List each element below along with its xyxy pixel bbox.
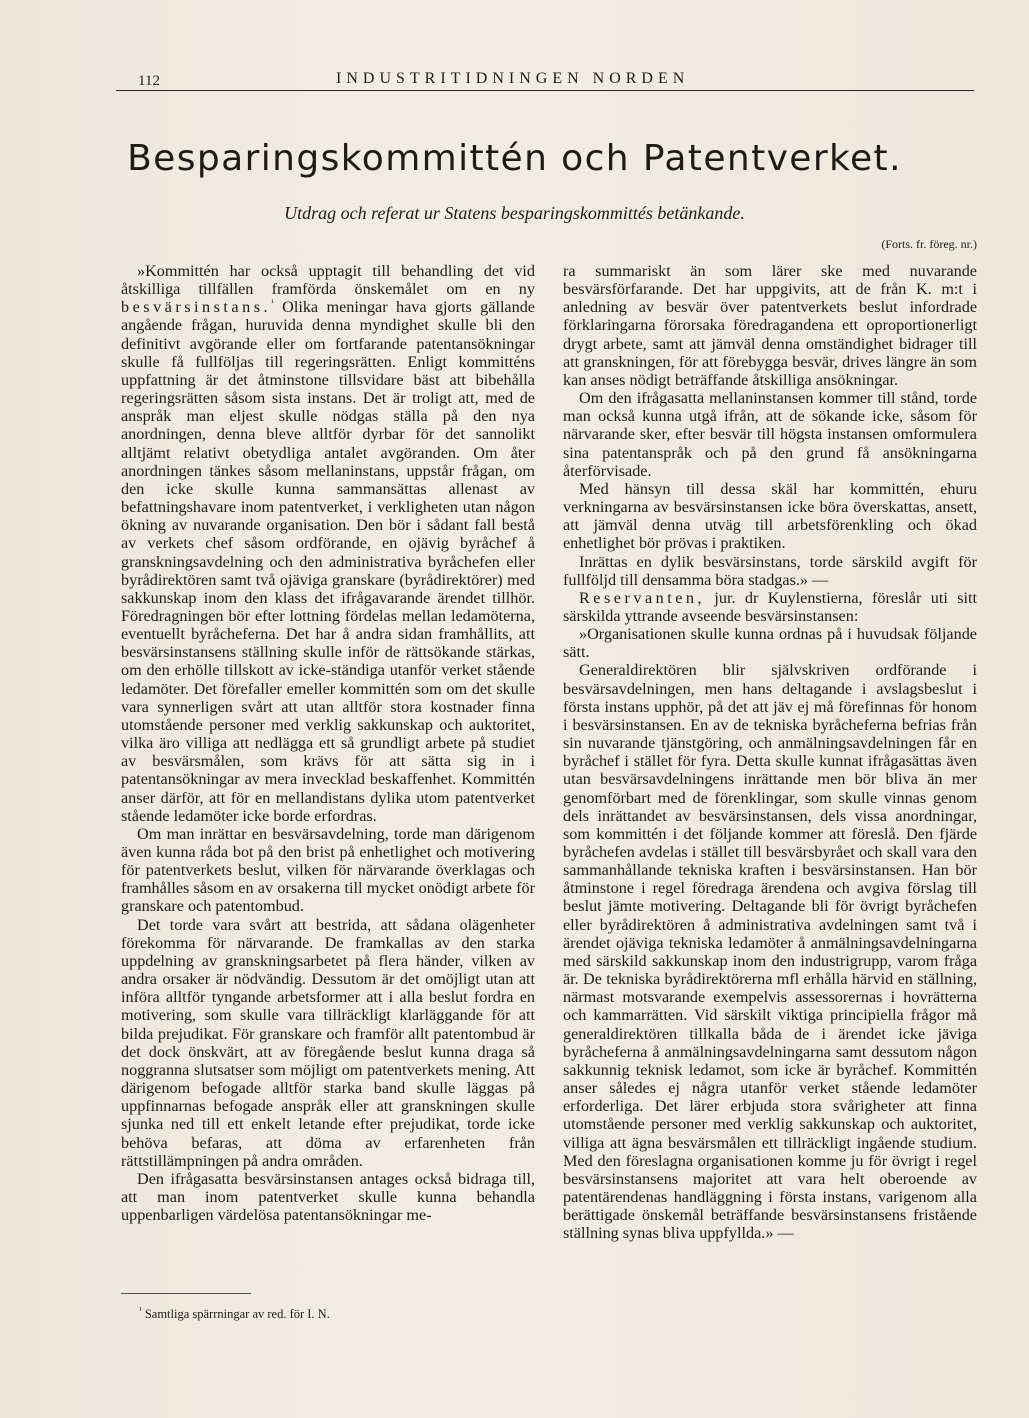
footnote-divider (121, 1293, 251, 1294)
footnote (139, 1304, 330, 1322)
paragraph: »Organisationen skulle kunna ordnas på i huvudsak följande sätt. (563, 625, 977, 662)
journal-name: INDUSTRITIDNINGEN NORDEN (336, 70, 690, 87)
paragraph-text: »Kommittén har också upptagit till behandling det vid åtskilliga tillfällen framförda önskemålet om en ny (121, 262, 535, 299)
footnote-text: Samtliga spärrningar av red. för I. N. (144, 1307, 330, 1321)
emphasized-term: besvärsinstans. (121, 298, 272, 317)
emphasized-term: Reservanten, (579, 588, 706, 607)
right-column (563, 262, 977, 1242)
paragraph (563, 589, 977, 625)
footnote-ref: ¹ (271, 297, 274, 308)
paragraph: ra summariskt än som lärer ske med nuvarande besvärsförfarande. Det har uppgivits, att de från K. m:t i anledning av besvär över patentverkets beslut infordrade förklaringarna förorsaka föredragandena ett oproportionerligt drygt arbete, samt att jämväl denna omständighet bidrager till att granskningen, för att förebygga besvär, drives längre än som kan anses nödigt beträffande åtskilliga ansökningar. (563, 262, 977, 389)
continuation-note: (Forts. fr. föreg. nr.) (881, 237, 977, 251)
left-column (121, 262, 535, 1224)
paragraph (121, 262, 535, 825)
paragraph-text: jur. dr Kuylenstierna, föreslår uti sitt särskilda yttrande avseende besvärsinstansen: (563, 588, 977, 625)
paragraph: Inrättas en dylik besvärsinstans, torde särskild avgift för fullföljd till densamma böra stadgas.» — (563, 552, 977, 589)
paragraph: Det torde vara svårt att bestrida, att sådana olägenheter förekomma för närvarande. De framkallas av den starka uppdelning av granskningsarbetet på flera händer, vilken av andra orsaker är nödvändig. Dessutom är det omöjligt utan att införa alltför tyngande arbetsformer att i alla beslut fordra en motivering, som skulle vara tillräckligt klarläggande för att bilda prejudikat. För granskare och framför allt patentombud är det dock önskvärt, att av föregående beslut kunna draga så noggranna slutsatser som möjligt om patentverkets mening. Att därigenom befogade alltför starka band skulle läggas på uppfinnarnas befogade anspråk eller att granskningen skulle sjunka ned till ett enkelt letande efter prejudikat, torde icke behöva befaras, att döma av erfarenheten från rättstillämpningen på andra områden. (121, 915, 535, 1170)
paragraph: Generaldirektören blir självskriven ordförande i besvärsavdelningen, men hans deltagande i avslagsbeslut i första instans upphör, på det att jäv ej må förefinnas för honom i besvärsinstansen. En av de tekniska byråcheferna befrias från sin nuvarande tjänstgöring, och anmälningsavdelningen får en byråchef i stället för fyra. Detta skulle kunnat ifrågasättas även utan besvärsavdelningens inrättande men bör bliva än mer genomförbart med de förenklingar, som skulle vinnas genom dels inrättandet av besvärsinstansen, dels vissa anordningar, som kommittén i det följande kommer att föreslå. Den fjärde byråchefen avdelas i stället till besvärsbyrået och skall vara den sammanhållande tekniska kraften i besvärsinstansen. Han bör åtminstone i regel föredraga ärendena och avgiva förslag till beslut jämte motivering. Deltagande bli för övrigt byråchefen eller byrådirektören å administrativa avdelningen samt två i ärendet ojäviga tekniska ledamöter å anmälningsavdelningarna med särskild sakkunskap inom den industrigrupp, varom fråga är. De tekniska byrådirektörerna mfl erhålla härvid en ställning, närmast motsvarande exempelvis assessorernas i hovrätterna och kammarrätten. Vid särskilt viktiga principiella frågor må generaldirektören tillkalla båda de i ärendet icke jäviga byråcheferna å anmälningsavdelningarna samt dessutom någon sakkunnig teknisk ledamot, som icke är byråchef. Kommittén anser således ej några utanför verket stående ledamöter erforderliga. Det lärer erbjuda stora svårigheter att finna utomstående personer med verklig sakkunskap och auktoritet, villiga att ägna besvärsmålen ett tillräckligt ingående studium. Med den föreslagna organisationen komme ju för övrigt i regel besvärsinstansens majoritet att vara helt oberoende av patentärendenas handläggning i första instans, varigenom alla berättigade önskemål beträffande besvärsinstansens fristående ställning synas bliva uppfyllda.» — (563, 661, 977, 1243)
paragraph: Den ifrågasatta besvärsinstansen antages också bidraga till, att man inom patentverket skulle kunna behandla uppenbarligen värdelösa patentansökningar me- (121, 1169, 535, 1225)
paragraph: Om man inrättar en besvärsavdelning, torde man därigenom även kunna råda bot på den brist på enhetlighet och motivering för patentverkets beslut, vilken för närvarande överklagas och framhålles såsom en av orsakerna till mycket onödigt arbete för granskare och patentombud. (121, 824, 535, 916)
article-subtitle: Utdrag och referat ur Statens besparingskommittés betänkande. (284, 203, 745, 223)
footnote-marker: ¹ (139, 1304, 142, 1315)
paragraph: Med hänsyn till dessa skäl har kommittén, ehuru verkningarna av besvärsinstansen icke böra överskattas, ansett, att jämväl denna utväg till arbetsförenkling och ökad enhetlighet bör prövas i praktiken. (563, 479, 977, 553)
page-number: 112 (138, 73, 160, 89)
article-title: Besparingskommittén och Patentverket. (127, 138, 902, 179)
paragraph: Om den ifrågasatta mellaninstansen kommer till stånd, torde man också kunna utgå ifrån, att de sökande icke, såsom för närvarande sker, efter besvär till högsta instansen omformulera sina patentanspråk och på den grund få ansökningarna återförvisade. (563, 389, 977, 480)
paragraph-text: Olika meningar hava gjorts gällande angående frågan, huruvida denna myndighet skulle bli den definitivt avgörande eller om fortfarande patentansökningar skulle få fullföljas till regeringsrätten. Enligt kommitténs uppfattning är det åtminstone tillsvidare bäst att bibehålla regeringsrätten såsom sista instans. Det är troligt att, med de anspråk man eljest skulle nödgas ställa på den nya anordningen, denna bleve alltför dyrbar för det sannolikt alltjämt relativt obetydliga antalet avgöranden. Om åter anordningen tänkes såsom mellaninstans, uppstår frågan, om den icke skulle kunna sammansättas allenast av befattningshavare inom patentverket, i verkligheten utan någon ökning av nuvarande organisation. Den bör i sådant fall bestå av verkets chef såsom ordförande, en ojävig byråchef å granskningsavdelning och den administrativa byråchefen eller byrådirektören samt två ojäviga granskare (byrådirektörer) med sakkunskap inom den klass det ifrågavarande ärendet tillhör. Föredragningen bör efter lottning fördelas mellan ledamöterna, eventuellt byråcheferna. Det har å andra sidan framhållits, att besvärsinstansens ställning skulle inför de rättsökande stärkas, om den erhölle tillskott av icke-ständiga utanför verket stående ledamöter. Det förefaller emeller kommittén som om det skulle vara synnerligen svårt att utan alltför stora kostnader finna utomstående personer med verklig sakkunskap och auktoritet, vilka äro villiga att nedlägga ett så grundligt arbete på studiet av besvärsmålen, som krävs för att sätta sig in i patentansökningar av mera invecklad beskaffenhet. Kommittén anser därför, att för en mellandistans dylika utom patentverket stående ledamöter icke borde erfordras. (121, 298, 535, 825)
running-head (116, 68, 974, 91)
